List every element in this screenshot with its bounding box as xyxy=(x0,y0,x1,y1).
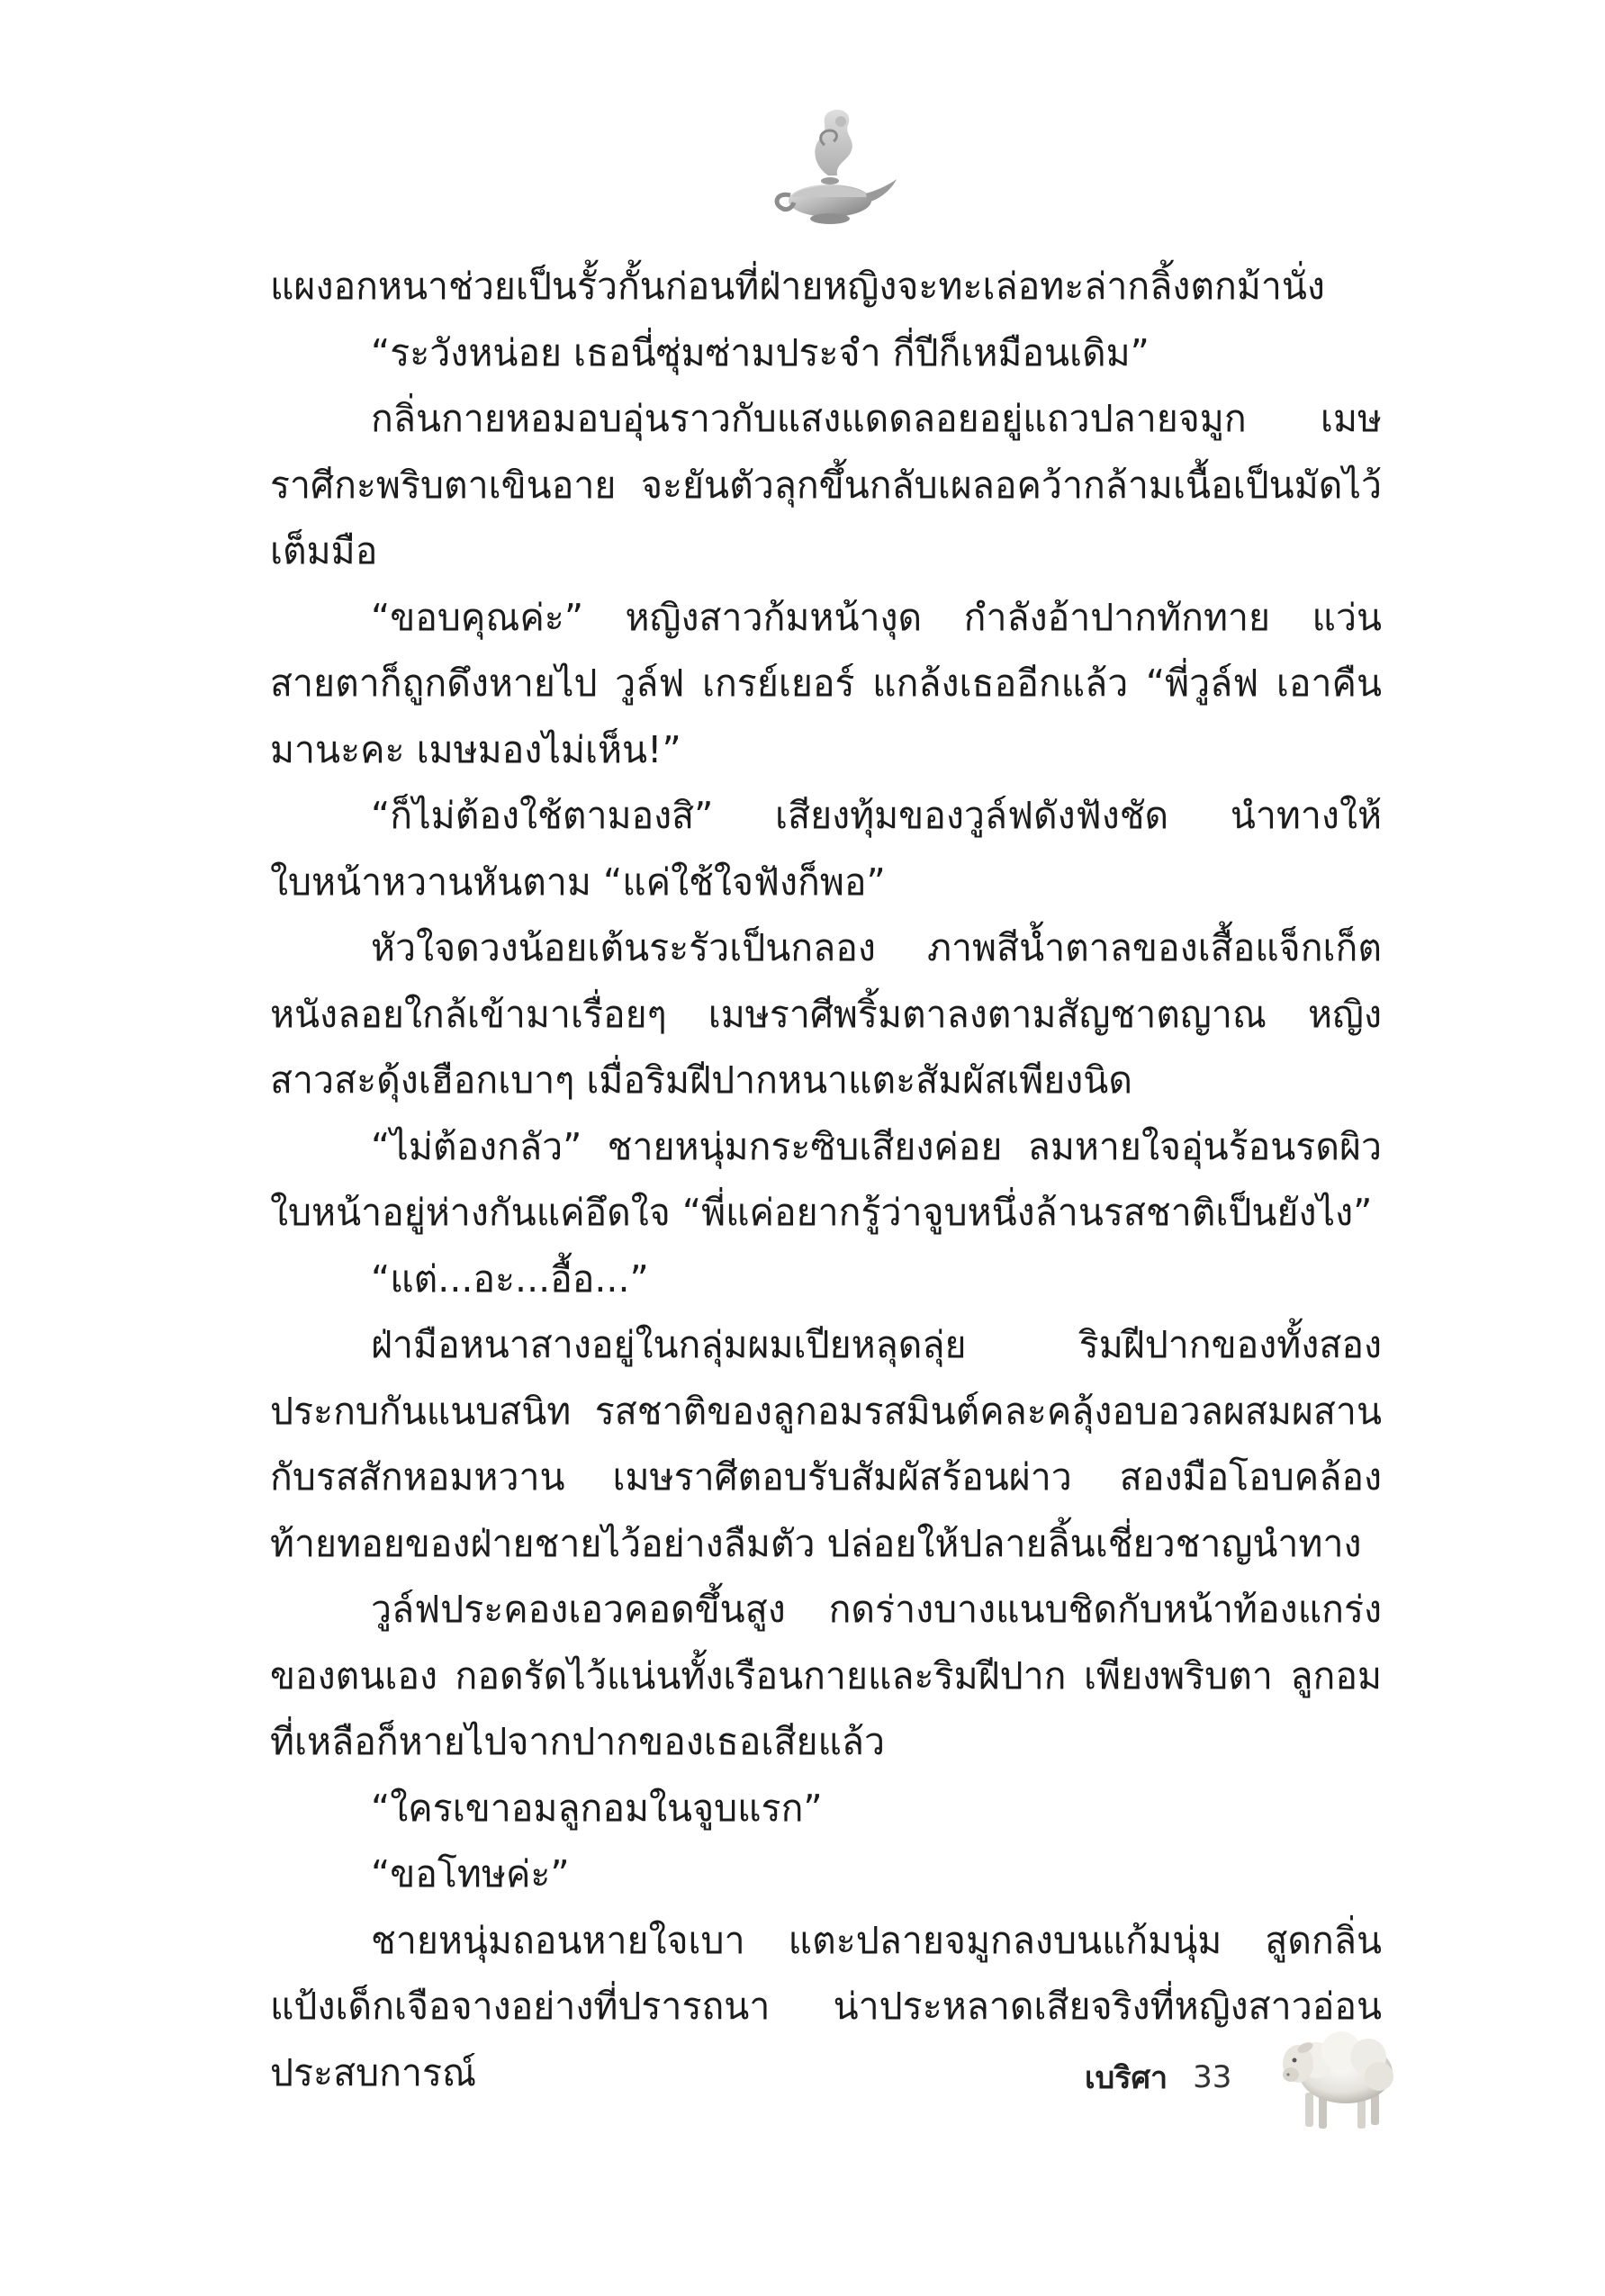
body-text xyxy=(270,254,1382,2106)
paragraph: “ใครเขาอมลูกอมในจูบแรก” xyxy=(371,1786,823,1830)
paragraph: กลิ่นกายหอมอบอุ่นราวกับแสงแดดลอยอยู่แถวปลายจมูก เมษราศีกะพริบตาเขินอาย จะยันตัวลุกขึ้นกลับเผลอคว้ากล้ามเนื้อเป็นมัดไว้เต็มมือ xyxy=(270,397,1382,572)
paragraph: “ขอบคุณค่ะ” หญิงสาวก้มหน้างุด กำลังอ้าปากทักทาย แว่นสายตาก็ถูกดึงหายไป วูล์ฟ เกรย์เยอร์ แกล้งเธออีกแล้ว “พี่วูล์ฟ เอาคืนมานะคะ เมษมองไม่เห็น!” xyxy=(270,595,1382,771)
paragraph: “ก็ไม่ต้องใช้ตามองสิ” เสียงทุ้มของวูล์ฟดังฟังชัด นำทางให้ใบหน้าหวานหันตาม “แค่ใช้ใจฟังก็พอ” xyxy=(270,794,1382,904)
sheep-icon xyxy=(1278,2021,1400,2133)
magic-lamp-icon xyxy=(765,104,900,239)
paragraph: ชายหนุ่มถอนหายใจเบา แตะปลายจมูกลงบนแก้มนุ่ม สูดกลิ่นแป้งเด็กเจือจางอย่างที่ปรารถนา น่าประหลาดเสียจริงที่หญิงสาวอ่อนประสบการณ์ xyxy=(270,1918,1382,2094)
paragraph: “แต่...อะ...อื้อ...” xyxy=(371,1256,649,1301)
paragraph: “ไม่ต้องกลัว” ชายหนุ่มกระซิบเสียงค่อย ลมหายใจอุ่นร้อนรดผิว ใบหน้าอยู่ห่างกันแค่อึดใจ “พี่แค่อยากรู้ว่าจูบหนึ่งล้านรสชาติเป็นยังไง” xyxy=(270,1124,1382,1234)
page-number: 33 xyxy=(1193,2059,1232,2095)
paragraph: แผงอกหนาช่วยเป็นรั้วกั้นก่อนที่ฝ่ายหญิงจะทะเล่อทะล่ากลิ้งตกม้านั่ง xyxy=(270,265,1325,308)
book-title: เบริศา xyxy=(1085,2060,1168,2096)
paragraph: วูล์ฟประคองเอวคอดขึ้นสูง กดร่างบางแนบชิดกับหน้าท้องแกร่งของตนเอง กอดรัดไว้แน่นทั้งเรือนกายและริมฝีปาก เพียงพริบตา ลูกอมที่เหลือก็หายไปจากปากของเธอเสียแล้ว xyxy=(270,1588,1382,1763)
paragraph: หัวใจดวงน้อยเต้นระรัวเป็นกลอง ภาพสีน้ำตาลของเสื้อแจ็กเก็ตหนังลอยใกล้เข้ามาเรื่อยๆ เมษราศีพริ้มตาลงตามสัญชาตญาณ หญิงสาวสะดุ้งเฮือกเบาๆ เมื่อริมฝีปากหนาแตะสัมผัสเพียงนิด xyxy=(270,926,1382,1102)
paragraph: ฝ่ามือหนาสางอยู่ในกลุ่มผมเปียหลุดลุ่ย ริมฝีปากของทั้งสองประกบกันแนบสนิท รสชาติของลูกอมรสมินต์คละคลุ้งอบอวลผสมผสานกับรสสักหอมหวาน เมษราศีตอบรับสัมผัสร้อนผ่าว สองมือโอบคล้องท้ายทอยของฝ่ายชายไว้อย่างลืมตัว ปล่อยให้ปลายลิ้นเชี่ยวชาญนำทาง xyxy=(270,1323,1382,1565)
paragraph: “ขอโทษค่ะ” xyxy=(371,1852,570,1895)
page-footer xyxy=(1085,2050,1231,2104)
paragraph: “ระวังหน่อย เธอนี่ซุ่มซ่ามประจำ กี่ปีก็เหมือนเดิม” xyxy=(371,330,1150,374)
